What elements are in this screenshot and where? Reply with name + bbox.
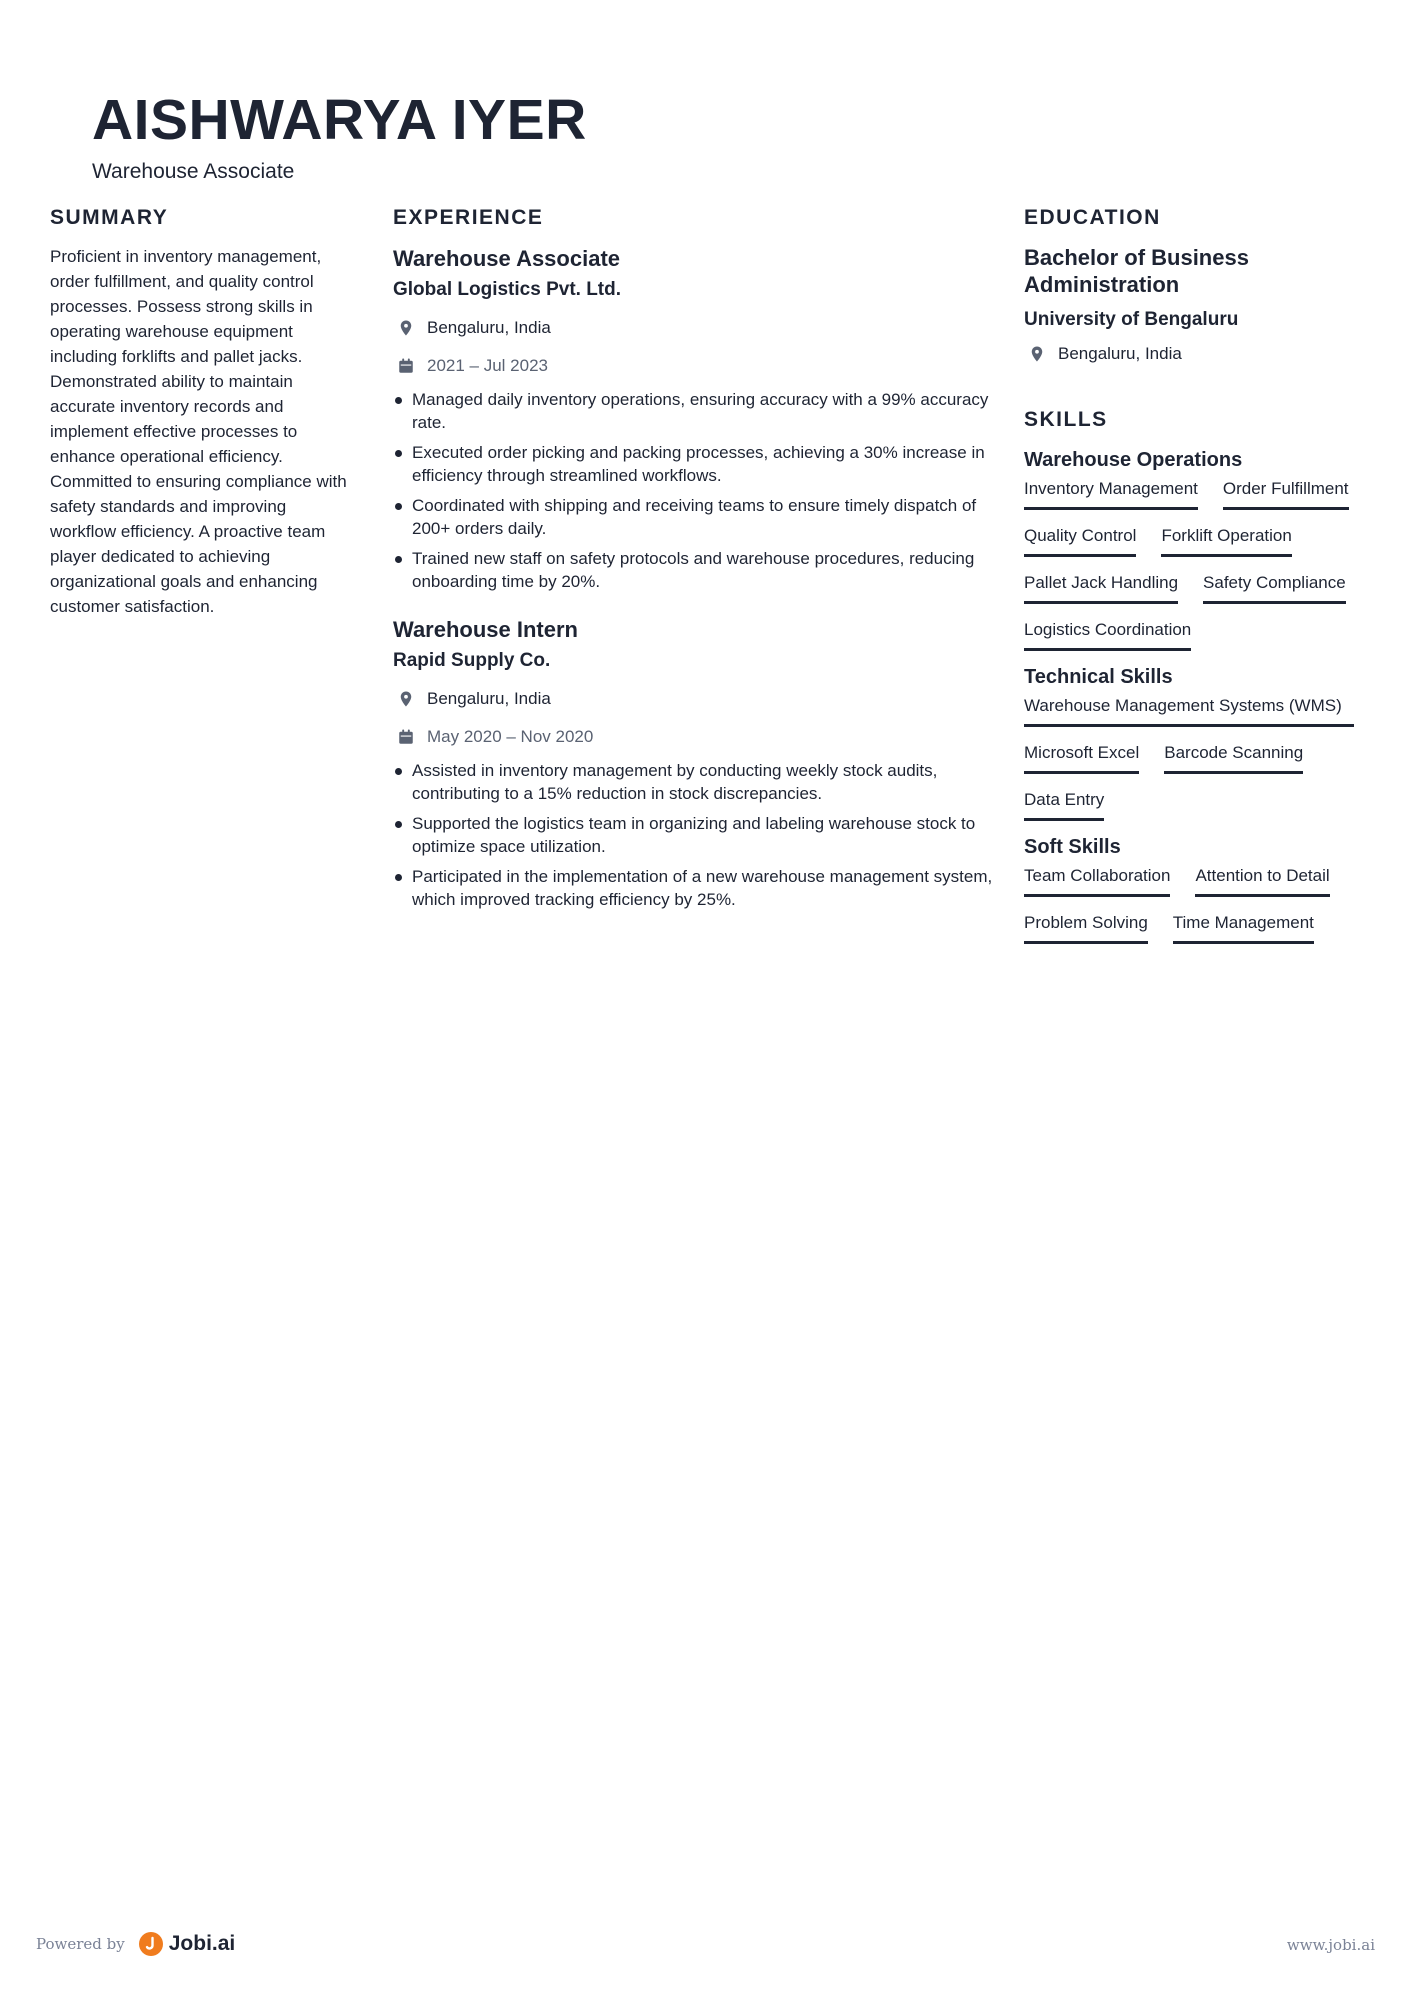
job-bullets [393, 759, 993, 911]
skill-tag: Microsoft Excel [1024, 740, 1139, 774]
experience-entry [393, 244, 993, 593]
summary-text: Proficient in inventory management, order fulfillment, and quality control processes. Possess strong skills in operating warehouse equipment including forklifts and pallet jacks. Demonstrated ability to maintain accurate inventory records and implement effective processes to enhance operational efficiency. Committed to ensuring compliance with safety standards and improving workflow efficiency. A proactive team player dedicated to achieving organizational goals and enhancing customer satisfaction. [50, 247, 347, 616]
skill-tag: Logistics Coordination [1024, 617, 1191, 651]
skill-tag: Team Collaboration [1024, 863, 1170, 897]
skill-tag: Warehouse Management Systems (WMS) [1024, 693, 1354, 727]
skill-tag: Barcode Scanning [1164, 740, 1303, 774]
job-dates [393, 354, 993, 378]
skill-group-title: Soft Skills [1024, 836, 1121, 858]
job-title: Warehouse Intern [393, 617, 578, 642]
location-pin-icon [397, 690, 415, 708]
candidate-name: AISHWARYA IYER [92, 88, 587, 152]
education-school: University of Bengaluru [1024, 309, 1239, 330]
skill-tag: Forklift Operation [1161, 523, 1291, 557]
skill-tag: Problem Solving [1024, 910, 1148, 944]
company-name: Global Logistics Pvt. Ltd. [393, 279, 622, 300]
job-title: Warehouse Associate [393, 246, 621, 271]
section-heading: EDUCATION [1024, 206, 1161, 229]
calendar-icon [397, 357, 415, 375]
job-dates [393, 725, 993, 749]
summary-section [50, 204, 350, 619]
right-column [1024, 204, 1369, 956]
skill-list [1024, 863, 1369, 944]
skill-group-title: Technical Skills [1024, 666, 1173, 688]
skill-tag: Quality Control [1024, 523, 1136, 557]
skill-tag: Attention to Detail [1195, 863, 1329, 897]
bullet-item: Trained new staff on safety protocols and warehouse procedures, reducing onboarding time by 20%. [393, 547, 993, 593]
skill-tag: Inventory Management [1024, 476, 1198, 510]
resume-header [92, 84, 587, 184]
skill-tag: Data Entry [1024, 787, 1104, 821]
education-section [1024, 204, 1369, 366]
jobi-logo-icon [139, 1932, 163, 1956]
experience-section [393, 204, 993, 933]
candidate-title: Warehouse Associate [92, 160, 295, 183]
brand-name: Jobi.ai [168, 1932, 236, 1955]
section-heading: EXPERIENCE [393, 206, 544, 229]
skill-tag: Order Fulfillment [1223, 476, 1349, 510]
skill-tag: Safety Compliance [1203, 570, 1346, 604]
section-heading: SUMMARY [50, 206, 169, 229]
skill-list [1024, 693, 1369, 821]
location-text: Bengaluru, India [427, 318, 551, 337]
date-text: May 2020 – Nov 2020 [427, 727, 594, 746]
location-text: Bengaluru, India [1058, 344, 1182, 363]
job-bullets [393, 388, 993, 593]
bullet-item: Supported the logistics team in organizing and labeling warehouse stock to optimize space utilization. [393, 812, 993, 858]
education-degree: Bachelor of Business Administration [1024, 245, 1249, 297]
location-text: Bengaluru, India [427, 689, 551, 708]
footer-branding [36, 1932, 235, 1956]
section-heading: SKILLS [1024, 408, 1108, 431]
footer-url: www.jobi.ai [1286, 1936, 1375, 1954]
company-name: Rapid Supply Co. [393, 650, 551, 671]
skill-group-title: Warehouse Operations [1024, 449, 1243, 471]
powered-by-text: Powered by [36, 1935, 125, 1953]
education-location [1024, 342, 1369, 366]
bullet-item: Managed daily inventory operations, ensuring accuracy with a 99% accuracy rate. [393, 388, 993, 434]
bullet-item: Participated in the implementation of a new warehouse management system, which improved tracking efficiency by 25%. [393, 865, 993, 911]
bullet-item: Assisted in inventory management by conducting weekly stock audits, contributing to a 15% reduction in stock discrepancies. [393, 759, 993, 805]
skill-tag: Pallet Jack Handling [1024, 570, 1178, 604]
skill-list [1024, 476, 1369, 651]
bullet-item: Coordinated with shipping and receiving teams to ensure timely dispatch of 200+ orders daily. [393, 494, 993, 540]
date-text: 2021 – Jul 2023 [427, 356, 548, 375]
skills-section [1024, 406, 1369, 944]
skill-tag: Time Management [1173, 910, 1314, 944]
job-location [393, 316, 993, 340]
job-location [393, 687, 993, 711]
location-pin-icon [397, 319, 415, 337]
experience-entry [393, 615, 993, 911]
location-pin-icon [1028, 345, 1046, 363]
calendar-icon [397, 728, 415, 746]
bullet-item: Executed order picking and packing processes, achieving a 30% increase in efficiency through streamlined workflows. [393, 441, 993, 487]
